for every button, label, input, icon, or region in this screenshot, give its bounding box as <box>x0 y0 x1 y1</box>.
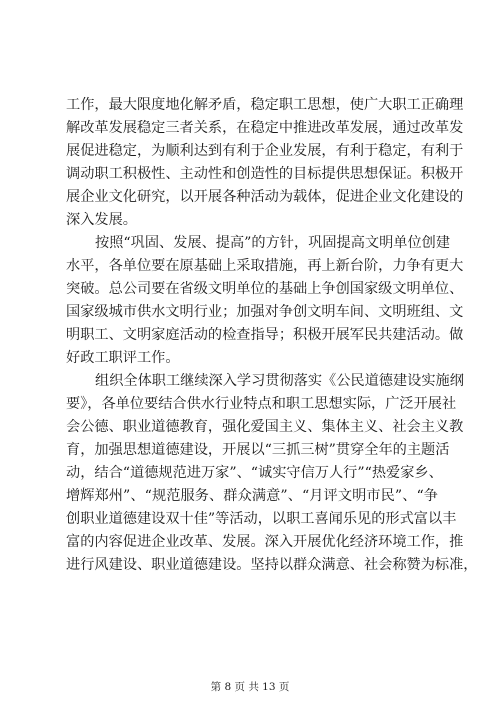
paragraph-3-line-9: 进行风建设、职业道德建设。坚持以群众满意、社会称赞为标准， <box>66 557 478 573</box>
paragraph-1-line-1: 工作，最大限度地化解矛盾，稳定职工思想，使广大职工正确理 <box>66 97 464 113</box>
paragraph-1-line-3: 展促进稳定，为顺利达到有利于企业发展，有利于稳定，有利于 <box>66 143 464 159</box>
paragraph-3-line-6: 增辉郑州”、“规范服务、群众满意”、“月评文明市民”、“争 <box>66 488 438 504</box>
paragraph-2-line-6: 好政工职评工作。 <box>66 350 180 366</box>
paragraph-2-line-3: 突破。总公司要在省级文明单位的基础上争创国家级文明单位、 <box>66 281 464 297</box>
paragraph-2-line-5: 明职工、文明家庭活动的检查指导；积极开展军民共建活动。做 <box>66 327 464 343</box>
paragraph-1-line-5: 展企业文化研究，以开展各种活动为载体，促进企业文化建设的 <box>66 189 464 205</box>
paragraph-1-line-2: 解改革发展稳定三者关系，在稳定中推进改革发展，通过改革发 <box>66 120 464 136</box>
paragraph-3-line-2: 要》，各单位要结合供水行业特点和职工思想实际，广泛开展社 <box>66 396 457 412</box>
paragraph-3-line-5: 动，结合“道德规范进万家”、“诚实守信万人行”“热爱家乡、 <box>66 465 443 481</box>
page-number-footer: 第 8 页 共 13 页 <box>210 681 290 693</box>
paragraph-3-line-4: 育，加强思想道德建设，开展以“三抓三树”贯穿全年的主题活 <box>66 442 450 458</box>
paragraph-3-line-1: 组织全体职工继续深入学习贯彻落实《公民道德建设实施纲 <box>95 373 464 389</box>
paragraph-3-line-8: 富的内容促进企业改革、发展。深入开展优化经济环境工作，推 <box>66 534 464 550</box>
paragraph-1-line-4: 调动职工积极性、主动性和创造性的目标提供思想保证。积极开 <box>66 166 464 182</box>
paragraph-1-line-6: 深入发展。 <box>66 212 137 228</box>
paragraph-3-line-3: 会公德、职业道德教育，强化爱国主义、集体主义、社会主义教 <box>66 419 464 435</box>
paragraph-3-line-7: 创职业道德建设双十佳”等活动，以职工喜闻乐见的形式富以丰 <box>66 511 457 527</box>
paragraph-2-line-1: 按照“巩固、发展、提高”的方针，巩固提高文明单位创建 <box>95 235 451 251</box>
paragraph-2-line-4: 国家级城市供水文明行业；加强对争创文明车间、文明班组、文 <box>66 304 464 320</box>
paragraph-2-line-2: 水平，各单位要在原基础上采取措施，再上新台阶，力争有更大 <box>66 258 464 274</box>
